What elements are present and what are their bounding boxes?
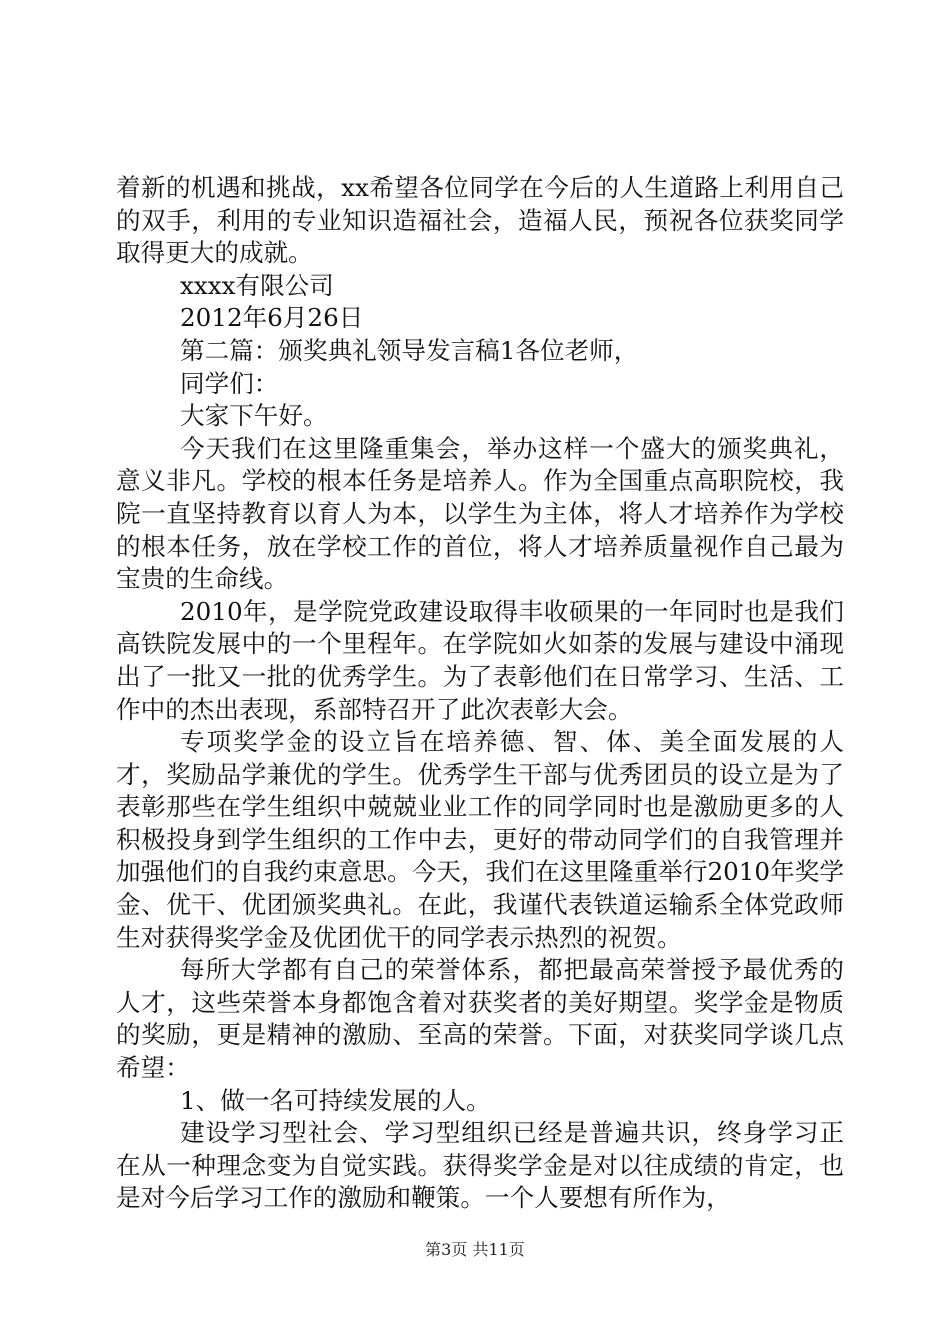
paragraph: 2010年，是学院党政建设取得丰收硕果的一年同时也是我们高铁院发展中的一个里程年。在学院如火如荼的发展与建设中涌现出了一批又一批的优秀学生。为了表彰他们在日常学习、生活、工作中的杰出表现，系部特召开了此次表彰大会。 — [116, 596, 844, 724]
document-body — [116, 172, 844, 1215]
paragraph: 专项奖学金的设立旨在培养德、智、体、美全面发展的人才，奖励品学兼优的学生。优秀学生干部与优秀团员的设立是为了表彰那些在学生组织中兢兢业业工作的同学同时也是激励更多的人积极投身到学生组织的工作中去，更好的带动同学们的自我管理并加强他们的自我约束意思。今天，我们在这里隆重举行2010年奖学金、优干、优团颁奖典礼。在此，我谨代表铁道运输系全体党政师生对获得奖学金及优团优干的同学表示热烈的祝贺。 — [116, 727, 844, 952]
paragraph: 着新的机遇和挑战，xx希望各位同学在今后的人生道路上利用自己的双手，利用的专业知识造福社会，造福人民，预祝各位获奖同学取得更大的成就。 — [116, 173, 844, 268]
greeting: 大家下午好。 — [180, 401, 328, 431]
document-date: 2012年6月26日 — [180, 303, 364, 333]
list-item-heading: 1、做一名可持续发展的人。 — [180, 1085, 491, 1115]
paragraph: 今天我们在这里隆重集会，举办这样一个盛大的颁奖典礼，意义非凡。学校的根本任务是培养人。作为全国重点高职院校，我院一直坚持教育以育人为本，以学生为主体，将人才培养作为学校的根本任务，放在学校工作的首位，将人才培养质量视作自己最为宝贵的生命线。 — [116, 433, 844, 594]
paragraph: 每所大学都有自己的荣誉体系，都把最高荣誉授予最优秀的人才，这些荣誉本身都饱含着对获奖者的美好期望。奖学金是物质的奖励，更是精神的激励、至高的荣誉。下面，对获奖同学谈几点希望： — [116, 955, 844, 1083]
paragraph: 建设学习型社会、学习型组织已经是普遍共识，终身学习正在从一种理念变为自觉实践。获得奖学金是对以往成绩的肯定，也是对今后学习工作的激励和鞭策。一个人要想有所作为， — [116, 1118, 844, 1213]
salutation: 同学们： — [180, 368, 279, 398]
company-name: xxxx有限公司 — [180, 270, 334, 300]
page-number-footer: 第3页 共11页 — [425, 1240, 525, 1259]
section-heading: 第二篇：颁奖典礼领导发言稿1各位老师， — [180, 335, 639, 365]
